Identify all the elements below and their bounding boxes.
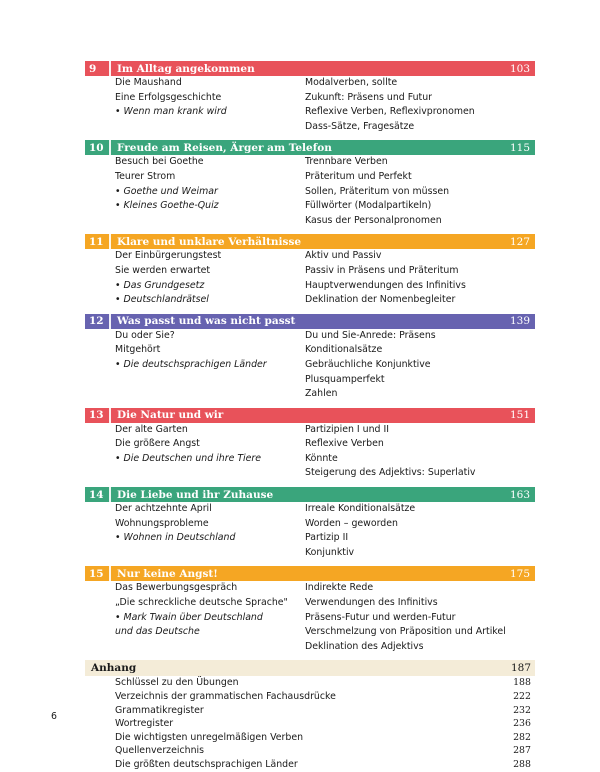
page-number: 6: [51, 711, 57, 722]
chapter-divider: [109, 487, 111, 502]
chapter-section: [85, 314, 535, 402]
text-list: [115, 76, 305, 134]
grammar-item: Passiv in Präsens und Präteritum: [305, 264, 459, 276]
chapter-divider: [109, 566, 111, 581]
chapter-divider: [109, 408, 111, 423]
grammar-item: Zahlen: [305, 388, 338, 400]
chapter-header[interactable]: [85, 487, 535, 502]
appendix-item-label: Die wichtigsten unregelmäßigen Verben: [115, 731, 304, 743]
chapter-divider: [109, 314, 111, 329]
chapter-page: 127: [509, 235, 530, 248]
grammar-item: Partizip II: [305, 532, 349, 544]
chapter-page: 163: [509, 488, 530, 501]
text-item: „Die schreckliche deutsche Sprache": [115, 597, 288, 609]
appendix-item[interactable]: [85, 704, 535, 718]
chapter-section: [85, 61, 535, 134]
grammar-item: Gebräuchliche Konjunktive: [305, 358, 431, 370]
chapter-section: [85, 140, 535, 228]
grammar-item: Könnte: [305, 452, 338, 464]
chapter-section: [85, 566, 535, 654]
appendix-item-page: 232: [513, 704, 531, 716]
text-list: [115, 423, 305, 481]
text-item: • Das Grundgesetz: [115, 279, 205, 291]
text-item: Du oder Sie?: [115, 329, 175, 341]
text-item: Teurer Strom: [115, 170, 176, 182]
text-item: Der achtzehnte April: [115, 503, 212, 515]
chapter-page: 175: [509, 567, 530, 580]
text-item: • Deutschlandrätsel: [115, 294, 209, 306]
chapter-contents: [85, 581, 535, 654]
grammar-list: [305, 249, 535, 307]
chapter-title: Was passt und was nicht passt: [117, 315, 296, 328]
appendix-item-label: Die größten deutschsprachigen Länder: [115, 758, 298, 770]
chapter-number: 12: [89, 315, 104, 328]
chapter-title: Im Alltag angekommen: [117, 62, 255, 75]
text-item: Wohnungsprobleme: [115, 517, 209, 529]
grammar-item: Trennbare Verben: [305, 156, 388, 168]
grammar-item: Konjunktiv: [305, 546, 355, 558]
appendix-item-label: Schlüssel zu den Übungen: [115, 677, 239, 689]
grammar-item: Steigerung des Adjektivs: Superlativ: [305, 467, 476, 479]
chapter-number: 13: [89, 409, 104, 422]
appendix-header[interactable]: [85, 660, 535, 676]
text-item: • Goethe und Weimar: [115, 185, 218, 197]
text-item: Die Maushand: [115, 77, 182, 88]
chapter-page: 139: [509, 315, 530, 328]
text-item: • Wenn man krank wird: [115, 106, 227, 118]
grammar-item: Dass-Sätze, Fragesätze: [305, 120, 415, 132]
grammar-item: Deklination der Nomenbegleiter: [305, 294, 456, 306]
grammar-item: Plusquamperfekt: [305, 373, 385, 385]
grammar-item: Konditionalsätze: [305, 344, 383, 356]
appendix-item-page: 282: [513, 731, 531, 743]
appendix-item-page: 222: [513, 691, 531, 702]
grammar-list: [305, 581, 535, 654]
appendix-item-page: 188: [513, 677, 531, 689]
text-item: • Mark Twain über Deutschland: [115, 611, 263, 623]
text-list: [115, 155, 305, 228]
chapter-contents: [85, 423, 535, 481]
chapter-divider: [109, 61, 111, 76]
grammar-item: Indirekte Rede: [305, 582, 374, 594]
chapter-header[interactable]: [85, 61, 535, 76]
appendix-item[interactable]: [85, 676, 535, 690]
grammar-list: [305, 76, 535, 134]
text-item: Das Bewerbungsgespräch: [115, 582, 238, 594]
grammar-item: Reflexive Verben, Reflexivpronomen: [305, 106, 475, 118]
chapter-title: Nur keine Angst!: [117, 567, 218, 580]
chapter-number: 9: [89, 62, 97, 75]
grammar-item: Partizipien I und II: [305, 423, 389, 435]
grammar-item: Verwendungen des Infinitivs: [305, 597, 438, 609]
chapter-title: Die Natur und wir: [117, 409, 224, 422]
grammar-item: Reflexive Verben: [305, 438, 384, 450]
chapter-contents: [85, 502, 535, 560]
chapter-divider: [109, 140, 111, 155]
text-item: und das Deutsche: [115, 626, 200, 638]
text-item: Mitgehört: [115, 344, 161, 356]
chapter-page: 151: [509, 409, 530, 422]
text-item: • Wohnen in Deutschland: [115, 532, 236, 544]
grammar-item: Sollen, Präteritum von müssen: [305, 185, 450, 197]
table-of-contents: [85, 61, 535, 772]
appendix-section: [85, 660, 535, 771]
grammar-list: [305, 329, 535, 402]
chapter-section: [85, 487, 535, 560]
chapter-header[interactable]: [85, 234, 535, 249]
appendix-item[interactable]: [85, 731, 535, 745]
text-item: • Die Deutschen und ihre Tiere: [115, 452, 262, 464]
appendix-title: Anhang: [91, 662, 137, 675]
appendix-item-page: 236: [513, 718, 531, 730]
text-item: • Die deutschsprachigen Länder: [115, 358, 267, 370]
grammar-item: Worden – geworden: [305, 517, 398, 529]
chapter-page: 103: [509, 62, 530, 75]
chapter-title: Die Liebe und ihr Zuhause: [117, 488, 274, 501]
chapter-number: 14: [89, 488, 104, 501]
chapter-header[interactable]: [85, 314, 535, 329]
appendix-item-label: Verzeichnis der grammatischen Fachausdrücke: [115, 691, 336, 702]
text-item: Der alte Garten: [115, 423, 188, 435]
text-list: [115, 581, 305, 654]
chapter-title: Klare und unklare Verhältnisse: [117, 235, 302, 248]
grammar-item: Verschmelzung von Präposition und Artikel: [305, 626, 506, 638]
chapter-contents: [85, 155, 535, 228]
grammar-item: Modalverben, sollte: [305, 77, 398, 88]
text-item: Sie werden erwartet: [115, 264, 211, 276]
text-list: [115, 249, 305, 307]
text-item: Die größere Angst: [115, 438, 200, 450]
appendix-item-page: 287: [513, 745, 531, 757]
appendix-item-label: Quellenverzeichnis: [115, 745, 204, 757]
chapter-contents: [85, 249, 535, 307]
appendix-item[interactable]: [85, 758, 535, 772]
chapter-header[interactable]: [85, 566, 535, 581]
chapter-divider: [109, 234, 111, 249]
grammar-item: Hauptverwendungen des Infinitivs: [305, 279, 466, 291]
chapter-title: Freude am Reisen, Ärger am Telefon: [117, 141, 332, 154]
appendix-item[interactable]: [85, 717, 535, 731]
grammar-list: [305, 423, 535, 481]
text-item: Eine Erfolgsgeschichte: [115, 91, 222, 103]
chapter-section: [85, 408, 535, 481]
chapter-contents: [85, 76, 535, 134]
chapter-header[interactable]: [85, 408, 535, 423]
grammar-item: Deklination des Adjektivs: [305, 640, 424, 652]
grammar-item: Aktiv und Passiv: [305, 250, 382, 262]
grammar-list: [305, 155, 535, 228]
grammar-item: Zukunft: Präsens und Futur: [305, 91, 432, 103]
grammar-list: [305, 502, 535, 560]
text-list: [115, 502, 305, 560]
text-item: Besuch bei Goethe: [115, 156, 204, 168]
chapter-contents: [85, 329, 535, 402]
appendix-item[interactable]: [85, 690, 535, 704]
chapter-number: 15: [89, 567, 104, 580]
text-item: Der Einbürgerungstest: [115, 250, 222, 262]
text-list: [115, 329, 305, 402]
grammar-item: Füllwörter (Modalpartikeln): [305, 200, 432, 212]
chapter-number: 10: [89, 141, 104, 154]
grammar-item: Kasus der Personalpronomen: [305, 214, 442, 226]
appendix-item-page: 288: [513, 758, 531, 770]
grammar-item: Präsens-Futur und werden-Futur: [305, 611, 456, 623]
chapter-header[interactable]: [85, 140, 535, 155]
appendix-page: 187: [510, 662, 531, 675]
appendix-item-label: Wortregister: [115, 718, 174, 730]
chapter-section: [85, 234, 535, 307]
grammar-item: Irreale Konditionalsätze: [305, 503, 416, 515]
chapter-page: 115: [509, 141, 530, 154]
grammar-item: Du und Sie-Anrede: Präsens: [305, 329, 436, 341]
grammar-item: Präteritum und Perfekt: [305, 170, 412, 182]
chapter-number: 11: [89, 235, 104, 248]
text-item: • Kleines Goethe-Quiz: [115, 200, 219, 212]
appendix-item-label: Grammatikregister: [115, 704, 204, 716]
appendix-item[interactable]: [85, 744, 535, 758]
